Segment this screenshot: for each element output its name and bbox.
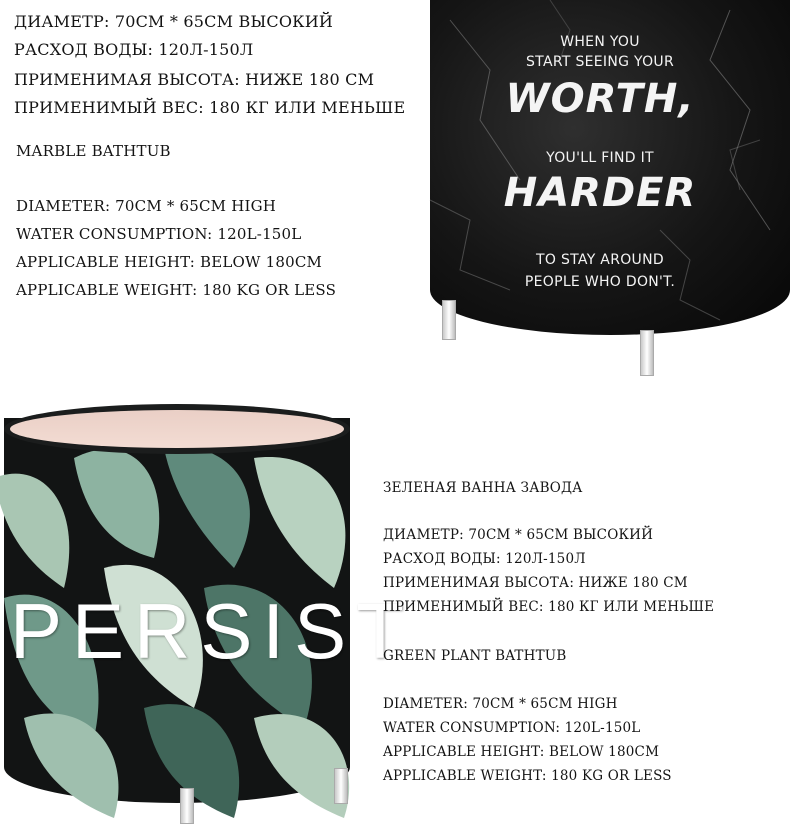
marble-leg-left bbox=[442, 300, 456, 340]
marble-leg-front bbox=[640, 330, 654, 376]
green-ru-weight: ПРИМЕНИМЫЙ ВЕС: 180 КГ ИЛИ МЕНЬШЕ bbox=[383, 599, 715, 615]
marble-ru-diameter: ДИАМЕТР: 70СМ * 65СМ ВЫСОКИЙ bbox=[14, 12, 334, 31]
green-ru-water: РАСХОД ВОДЫ: 120Л-150Л bbox=[383, 551, 586, 567]
quote-worth: WORTH, bbox=[505, 76, 695, 122]
marble-bathtub-image bbox=[430, 0, 790, 378]
quote-line-5: PEOPLE WHO DON'T. bbox=[524, 274, 676, 290]
marble-en-title: MARBLE BATHTUB bbox=[16, 142, 171, 160]
marble-en-height: APPLICABLE HEIGHT: BELOW 180CM bbox=[16, 253, 323, 271]
green-en-title: GREEN PLANT BATHTUB bbox=[383, 648, 567, 664]
marble-en-diameter: DIAMETER: 70CM * 65CM HIGH bbox=[16, 197, 277, 215]
green-en-weight: APPLICABLE WEIGHT: 180 KG OR LESS bbox=[383, 768, 672, 784]
marble-ru-weight: ПРИМЕНИМЫЙ ВЕС: 180 КГ ИЛИ МЕНЬШЕ bbox=[14, 98, 406, 117]
quote-line-1: WHEN YOU bbox=[560, 34, 640, 50]
marble-en-weight: APPLICABLE WEIGHT: 180 KG OR LESS bbox=[16, 281, 337, 299]
green-en-diameter: DIAMETER: 70CM * 65CM HIGH bbox=[383, 696, 618, 712]
marble-ru-water: РАСХОД ВОДЫ: 120Л-150Л bbox=[14, 40, 254, 59]
green-leg-front bbox=[180, 788, 194, 824]
green-plant-bathtub-image bbox=[0, 398, 414, 826]
quote-line-4: TO STAY AROUND bbox=[536, 252, 664, 268]
quote-line-3: YOU'LL FIND IT bbox=[546, 150, 654, 166]
quote-line-2: START SEEING YOUR bbox=[526, 54, 674, 70]
marble-ru-height: ПРИМЕНИМАЯ ВЫСОТА: НИЖЕ 180 СМ bbox=[14, 70, 375, 89]
green-tub-inner bbox=[10, 410, 344, 448]
green-ru-diameter: ДИАМЕТР: 70СМ * 65СМ ВЫСОКИЙ bbox=[383, 527, 654, 543]
persist-text: PERSIST bbox=[10, 587, 414, 675]
green-en-water: WATER CONSUMPTION: 120L-150L bbox=[383, 720, 641, 736]
green-leg-right bbox=[334, 768, 348, 804]
marble-tub-body bbox=[430, 0, 790, 335]
marble-en-water: WATER CONSUMPTION: 120L-150L bbox=[16, 225, 302, 243]
quote-harder: HARDER bbox=[503, 170, 697, 216]
green-en-height: APPLICABLE HEIGHT: BELOW 180CM bbox=[383, 744, 660, 760]
green-ru-title: ЗЕЛЕНАЯ ВАННА ЗАВОДА bbox=[383, 480, 583, 496]
green-ru-height: ПРИМЕНИМАЯ ВЫСОТА: НИЖЕ 180 СМ bbox=[383, 575, 688, 591]
